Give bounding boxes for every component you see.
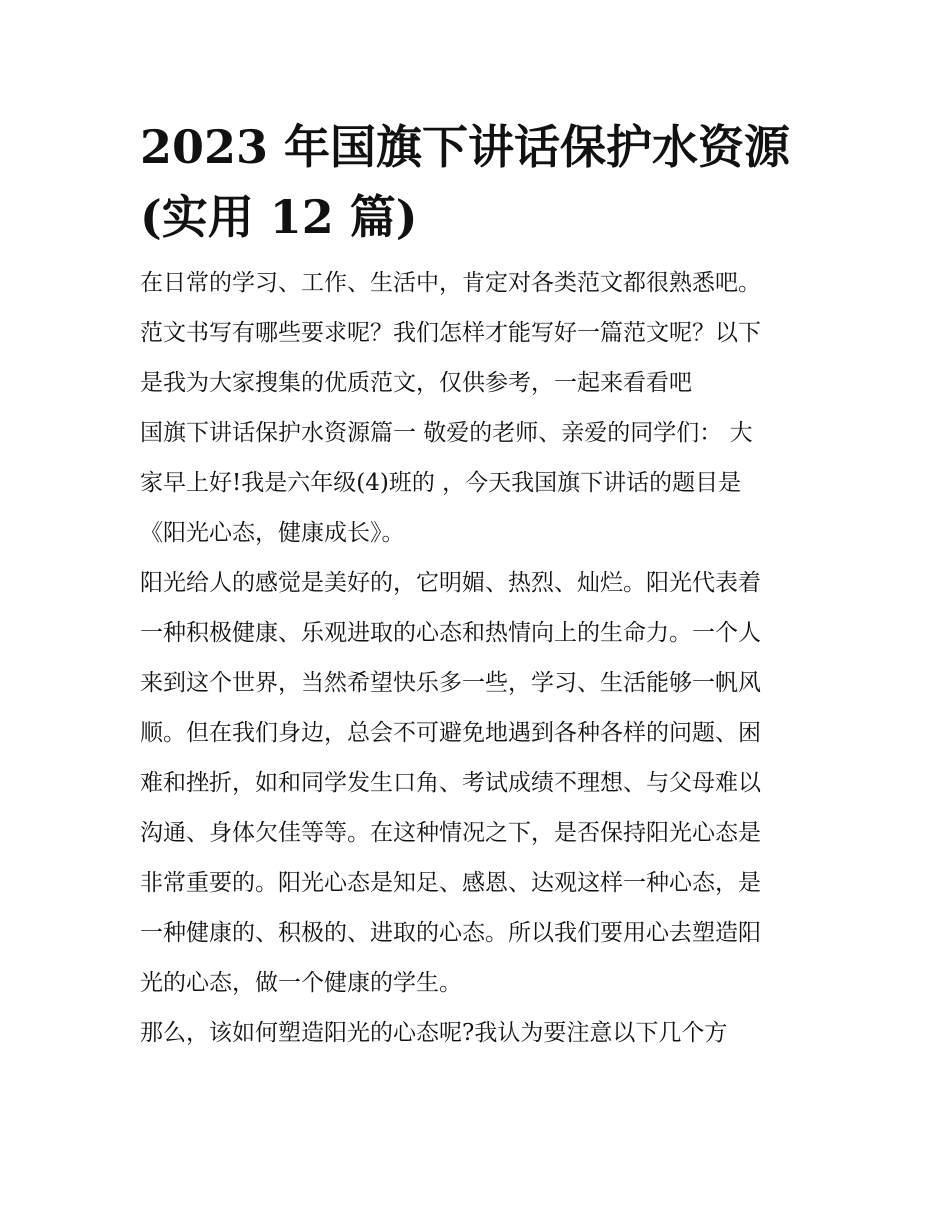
text-line: 光的心态，做一个健康的学生。 xyxy=(140,970,462,996)
text-line: 是我为大家搜集的优质范文，仅供参考，一起来看看吧 xyxy=(140,370,692,396)
text-line: 《阳光心态，健康成长》。 xyxy=(140,520,405,546)
document-title xyxy=(140,112,812,252)
text-line: 一种健康的、积极的、进取的心态。所以我们要用心去塑造阳 xyxy=(140,920,761,946)
text-line: 一种积极健康、乐观进取的心态和热情向上的生命力。一个人 xyxy=(140,620,761,646)
text-line: 家早上好!我是六年级(4)班的 ，今天我国旗下讲话的题目是 xyxy=(140,470,742,496)
document-page xyxy=(140,112,812,1058)
text-line: 来到这个世界，当然希望快乐多一些，学习、生活能够一帆风 xyxy=(140,670,761,696)
paragraph-intro xyxy=(140,258,812,408)
text-line: 那么，该如何塑造阳光的心态呢?我认为要注意以下几个方 xyxy=(140,1020,728,1046)
text-line: 难和挫折，如和同学发生口角、考试成绩不理想、与父母难以 xyxy=(140,770,761,796)
text-line: 沟通、身体欠佳等等。在这种情况之下，是否保持阳光心态是 xyxy=(140,820,761,846)
paragraph-greeting xyxy=(140,408,812,558)
text-line: 范文书写有哪些要求呢？我们怎样才能写好一篇范文呢？以下 xyxy=(140,320,761,346)
text-line: 国旗下讲话保护水资源篇一 敬爱的老师、亲爱的同学们： 大 xyxy=(140,420,753,446)
title-line: 2023 年国旗下讲话保护水资源 xyxy=(140,120,791,174)
text-line: 顺。但在我们身边，总会不可避免地遇到各种各样的问题、困 xyxy=(140,720,761,746)
paragraph-how-to xyxy=(140,1008,812,1058)
paragraph-sunshine xyxy=(140,558,812,1008)
text-line: 阳光给人的感觉是美好的，它明媚、热烈、灿烂。阳光代表着 xyxy=(140,570,761,596)
text-line: 非常重要的。阳光心态是知足、感恩、达观这样一种心态，是 xyxy=(140,870,761,896)
text-line: 在日常的学习、工作、生活中，肯定对各类范文都很熟悉吧。 xyxy=(140,270,761,296)
title-line: (实用 12 篇) xyxy=(140,190,418,244)
